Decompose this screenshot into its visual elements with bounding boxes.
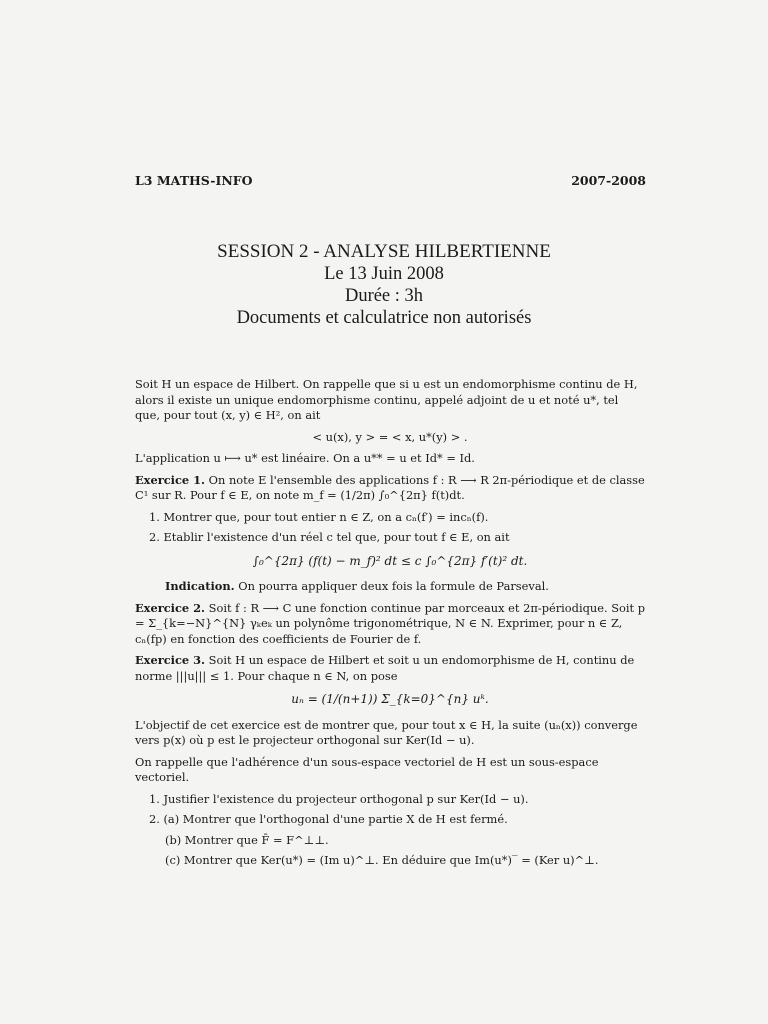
exercise-1-question-1: 1. Montrer que, pour tout entier n ∈ Z, on a cₙ(f′) = incₙ(f). — [149, 509, 489, 524]
exercise-3-text: Soit H un espace de Hilbert et soit u un endomorphisme de H, continu de norme |||u||| ≤ 1. Pour chaque n ∈ N, on pose — [135, 653, 635, 683]
year-label: 2007-2008 — [571, 173, 646, 188]
adjoint-equation: < u(x), y > = < x, u*(y) > . — [312, 429, 468, 444]
exercise-1-inequality: ∫₀^{2π} (f(t) − m_f)² dt ≤ c ∫₀^{2π} f′(t)² dt. — [252, 553, 528, 568]
exercise-3-objective: L'objectif de cet exercice est de montrer que, pour tout x ∈ H, la suite (uₙ(x)) converge vers p(x) où p est le projecteur orthogonal sur Ker(Id − u). — [135, 717, 638, 747]
exercise-3-question-2b: (b) Montrer que F̄ = F^⊥⊥. — [165, 832, 329, 847]
exercise-1-statement — [135, 473, 645, 504]
exercise-2-label: Exercice 2. — [135, 600, 206, 615]
exercise-3-reminder: On rappelle que l'adhérence d'un sous-espace vectoriel de H est un sous-espace vectoriel. — [135, 754, 599, 784]
exercise-1-question-2: 2. Etablir l'existence d'un réel c tel que, pour tout f ∈ E, on ait — [149, 530, 510, 544]
exam-body — [135, 377, 645, 874]
hint-text: On pourra appliquer deux fois la formule de Parseval. — [238, 579, 549, 593]
intro-remark: L'application u ⟼ u* est linéaire. On a u** = u et Id* = Id. — [135, 451, 475, 465]
intro-paragraph: Soit H un espace de Hilbert. On rappelle que si u est un endomorphisme continu de H, alors il existe un unique endomorphisme continu, appelé adjoint de u et noté u*, tel que, pour tout (x, y) ∈ H², on ait — [135, 377, 638, 422]
exercise-3-question-2a: 2. (a) Montrer que l'orthogonal d'une partie X de H est fermé. — [149, 812, 508, 826]
exercise-1-text: On note E l'ensemble des applications f : R ⟶ R 2π-périodique et de classe C¹ sur R. Pour f ∈ E, on note m_f = (1/2π) ∫₀^{2π} f(t)dt. — [135, 472, 645, 502]
exercise-3-formula: uₙ = (1/(n+1)) Σ_{k=0}^{n} uᵏ. — [291, 692, 489, 706]
course-label: L3 MATHS-INFO — [135, 173, 253, 188]
exam-duration: Durée : 3h — [344, 286, 424, 306]
exam-date: Le 13 Juin 2008 — [324, 264, 444, 284]
exercise-3-label: Exercice 3. — [135, 653, 206, 667]
exercise-3-question-2c: (c) Montrer que Ker(u*) = (Im u)^⊥. En déduire que Im(u*)‾ = (Ker u)^⊥. — [165, 853, 599, 867]
exercise-1-hint — [135, 579, 645, 595]
exercise-1-label: Exercice 1. — [135, 472, 206, 487]
hint-label: Indication. — [165, 579, 235, 593]
exercise-2-statement — [135, 601, 645, 648]
exam-rules: Documents et calculatrice non autorisés — [236, 308, 532, 328]
exercise-3-statement — [135, 653, 645, 684]
exercise-3-question-1: 1. Justifier l'existence du projecteur orthogonal p sur Ker(Id − u). — [149, 791, 529, 806]
title-block — [0, 241, 768, 329]
exam-title: SESSION 2 - ANALYSE HILBERTIENNE — [217, 241, 551, 262]
exercise-2-text: Soit f : R ⟶ C une fonction continue par morceaux et 2π-périodique. Soit p = Σ_{k=−N}^{N} γₖeₖ un polynôme trigonométrique, N ∈ N. Exprimer, pour n ∈ Z, cₙ(fp) en fonction des coefficients de Fourier de f. — [135, 600, 646, 646]
